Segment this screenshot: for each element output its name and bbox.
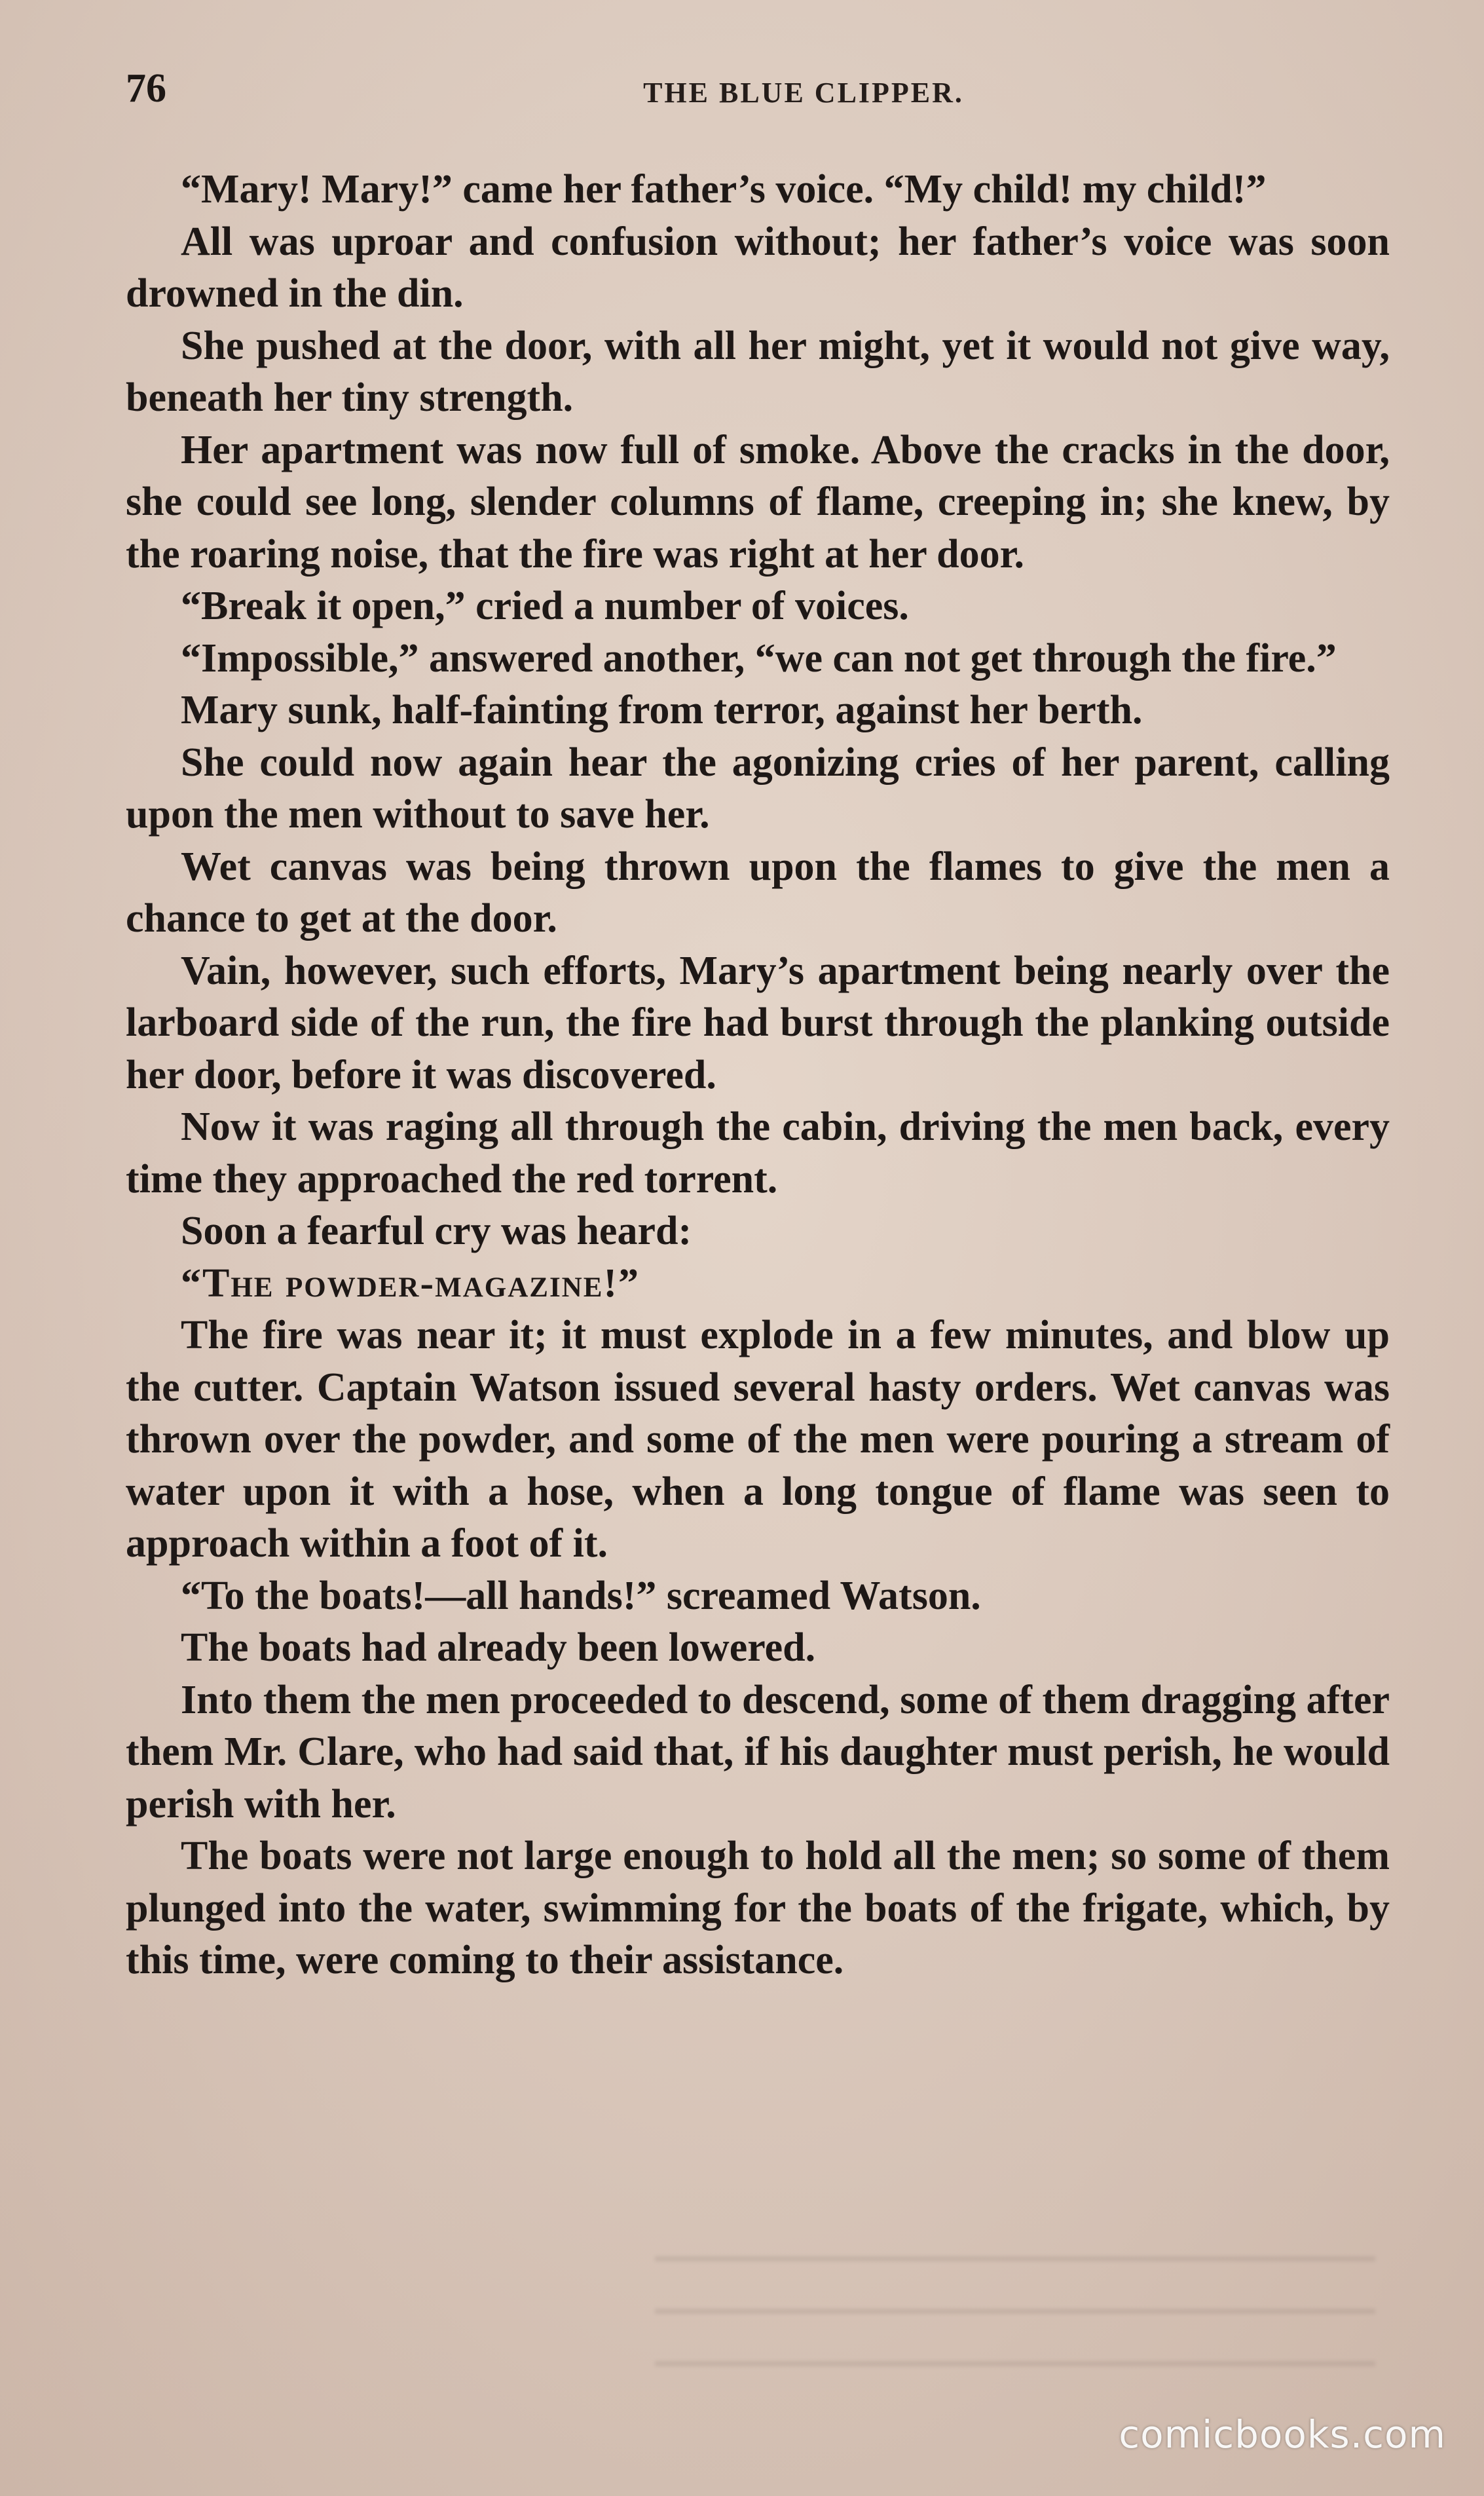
page-header (126, 66, 1390, 124)
paragraph: The boats had already been lowered. (181, 1625, 816, 1670)
paragraph: Mary sunk, half-fainting from terror, against her berth. (181, 688, 1143, 732)
paragraph: “Mary! Mary!” came her father’s voice. “My child! my child!” (181, 167, 1267, 212)
paragraph: “Impossible,” answered another, “we can not get through the fire.” (181, 635, 1337, 681)
bleed-through-texture (655, 2227, 1375, 2398)
page-number: 76 (126, 66, 166, 111)
watermark: comicbooks.com (1119, 2412, 1446, 2457)
paragraph: She pushed at the door, with all her might, yet it would not give way, beneath her tiny strength. (126, 323, 1390, 420)
paragraph: Her apartment was now full of smoke. Above the cracks in the door, she could see long, slender columns of flame, creeping in; she knew, by the roaring noise, that the fire was right at her door. (126, 427, 1390, 577)
paragraph: The fire was near it; it must explode in a few minutes, and blow up the cutter. Captain Watson issued several hasty orders. Wet canvas was thrown over the powder, and some of the men were pouring a stream of water upon it with a hose, when a long tongue of flame was seen to approach within a foot of it. (126, 1313, 1390, 1566)
body-text (126, 164, 1390, 1987)
paragraph: The boats were not large enough to hold all the men; so some of them plunged into the water, swimming for the boats of the frigate, which, by this time, were coming to their assistance. (126, 1834, 1390, 1982)
running-title: THE BLUE CLIPPER. (643, 77, 964, 109)
paragraph: Now it was raging all through the cabin, driving the men back, every time they approached the red torrent. (126, 1105, 1390, 1201)
paragraph: “Break it open,” cried a number of voices. (181, 584, 909, 628)
paragraph: She could now again hear the agonizing cries of her parent, calling upon the men without to save her. (126, 740, 1390, 837)
paragraph: Into them the men proceeded to descend, some of them dragging after them Mr. Clare, who had said that, if his daughter must perish, he would perish with her. (126, 1677, 1390, 1826)
paragraph: “To the boats!—all hands!” screamed Watson. (181, 1573, 981, 1618)
paragraph: Soon a fearful cry was heard: (181, 1209, 692, 1253)
paragraph: Wet canvas was being thrown upon the flames to give the men a chance to get at the door. (126, 844, 1390, 941)
paragraph: “The powder-magazine!” (181, 1260, 640, 1306)
paragraph: All was uproar and confusion without; her father’s voice was soon drowned in the din. (126, 219, 1390, 316)
paragraph: Vain, however, such efforts, Mary’s apartment being nearly over the larboard side of the run, the fire had burst through the planking outside her door, before it was discovered. (126, 948, 1390, 1097)
